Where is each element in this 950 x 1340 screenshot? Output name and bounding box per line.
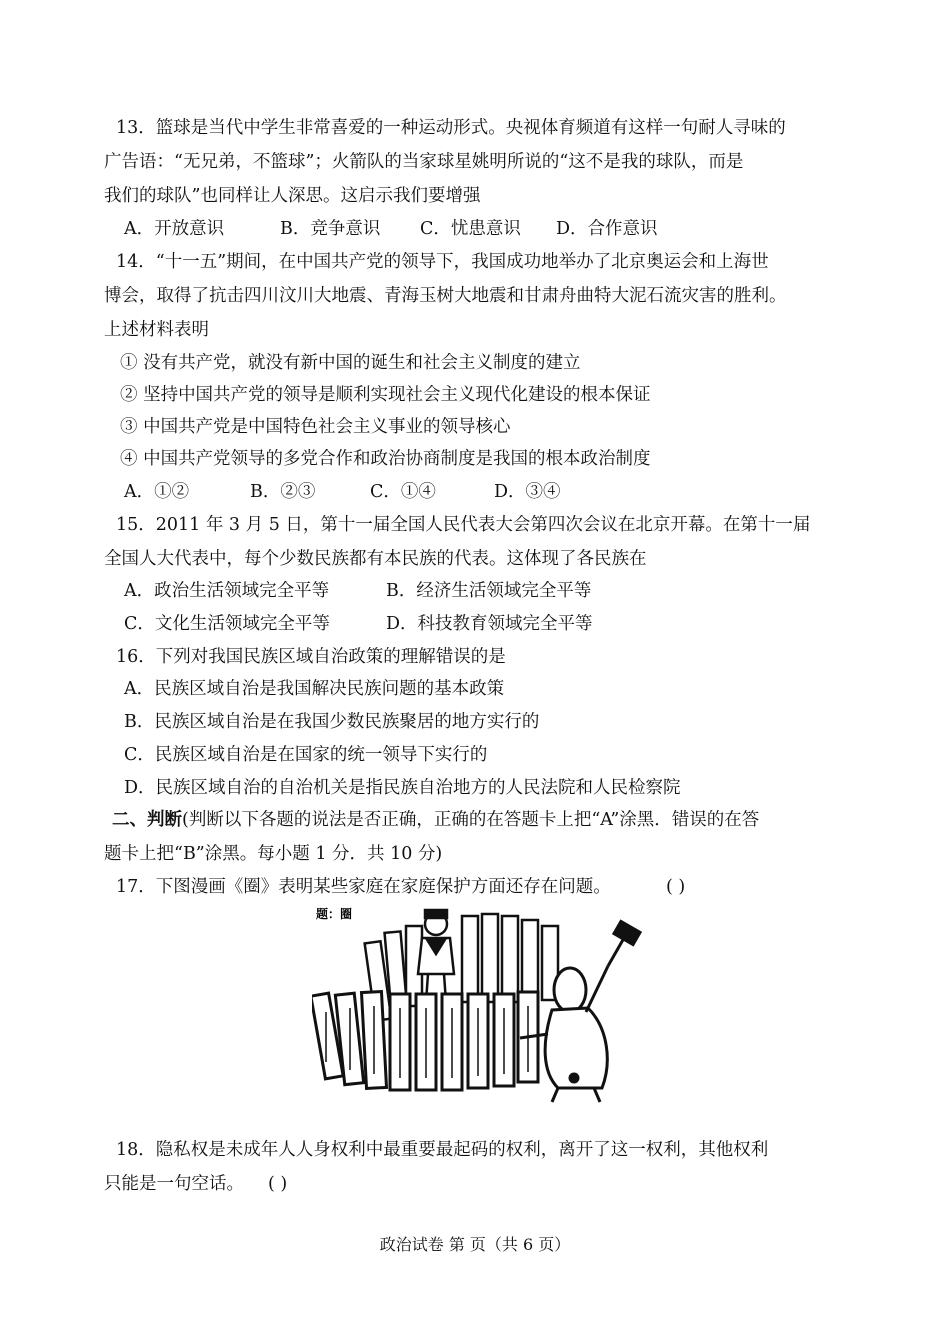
q13-option-c: C．忧患意识 (420, 219, 521, 239)
page-footer: 政治试卷 第 页（共 6 页） (379, 1235, 571, 1254)
q14-option-b: B．②③ (250, 482, 316, 502)
q14-option-d: D．③④ (494, 482, 561, 502)
q14-line3: 上述材料表明 (104, 320, 209, 340)
section2-header (112, 809, 857, 831)
section2-title: 二、判断 (112, 810, 182, 830)
q15-option-b: B．经济生活领域完全平等 (386, 581, 592, 601)
q15-option-a: A．政治生活领域完全平等 (124, 581, 330, 601)
q15-line1: 15．2011 年 3 月 5 日，第十一届全国人民代表大会第四次会议在北京开幕。在第十一届 (116, 515, 811, 535)
q13-option-d: D．合作意识 (556, 219, 658, 239)
q15-option-d: D．科技教育领域完全平等 (386, 614, 593, 634)
q14-item-4: ④ 中国共产党领导的多党合作和政治协商制度是我国的根本政治制度 (120, 449, 651, 469)
q16-option-a: A．民族区域自治是我国解决民族问题的基本政策 (124, 679, 505, 699)
q16-stem: 16．下列对我国民族区域自治政策的理解错误的是 (116, 647, 506, 667)
q15-option-c: C．文化生活领域完全平等 (124, 614, 330, 634)
q13-option-b: B．竞争意识 (280, 219, 381, 239)
q14-line1: 14．“十一五”期间，在中国共产党的领导下，我国成功地举办了北京奥运会和上海世 (116, 252, 769, 272)
q13-line1: 13．篮球是当代中学生非常喜爱的一种运动形式。央视体育频道有这样一句耐人寻味的 (116, 118, 786, 138)
q13-option-a: A．开放意识 (124, 219, 225, 239)
q16-option-b: B．民族区域自治是在我国少数民族聚居的地方实行的 (124, 712, 540, 732)
q14-line2: 博会，取得了抗击四川汶川大地震、青海玉树大地震和甘肃舟曲特大泥石流灾害的胜利。 (104, 286, 787, 306)
section2-instructions: (判断以下各题的说法是否正确，正确的在答题卡上把“A”涂黑．错误的在答 (182, 810, 760, 830)
q17-stem: 17．下图漫画《圈》表明某些家庭在家庭保护方面还存在问题。 (116, 877, 611, 897)
q14-item-1: ① 没有共产党，就没有新中国的诞生和社会主义制度的建立 (120, 353, 581, 373)
q13-line3: 我们的球队”也同样让人深思。这启示我们要增强 (104, 186, 481, 206)
q14-item-2: ② 坚持中国共产党的领导是顺利实现社会主义现代化建设的根本保证 (120, 385, 651, 405)
q18-line1: 18．隐私权是未成年人人身权利中最重要最起码的权利，离开了这一权利，其他权利 (116, 1140, 769, 1160)
q13-line2: 广告语：“无兄弟，不篮球”；火箭队的当家球星姚明所说的“这不是我的球队，而是 (104, 152, 744, 172)
q17-answer-paren: ( ) (666, 877, 686, 897)
section2-line2: 题卡上把“B”涂黑。每小题 1 分．共 10 分) (104, 844, 443, 864)
hammer-icon (608, 921, 640, 966)
q18-line2: 只能是一句空话。 (104, 1174, 244, 1194)
q14-option-c: C．①④ (370, 482, 436, 502)
q18-answer-paren: ( ) (268, 1174, 288, 1194)
q14-item-3: ③ 中国共产党是中国特色社会主义事业的领导核心 (120, 417, 511, 437)
q16-option-c: C．民族区域自治是在国家的统一领导下实行的 (124, 745, 488, 765)
q14-option-a: A．①② (124, 482, 190, 502)
q16-option-d: D．民族区域自治的自治机关是指民族自治地方的人民法院和人民检察院 (124, 778, 681, 798)
q15-line2: 全国人大代表中，每个少数民族都有本民族的代表。这体现了各民族在 (104, 549, 647, 569)
child-figure (418, 910, 454, 1002)
cartoon-title: 题：圈 (316, 907, 353, 921)
cartoon-circle-image (312, 902, 657, 1107)
